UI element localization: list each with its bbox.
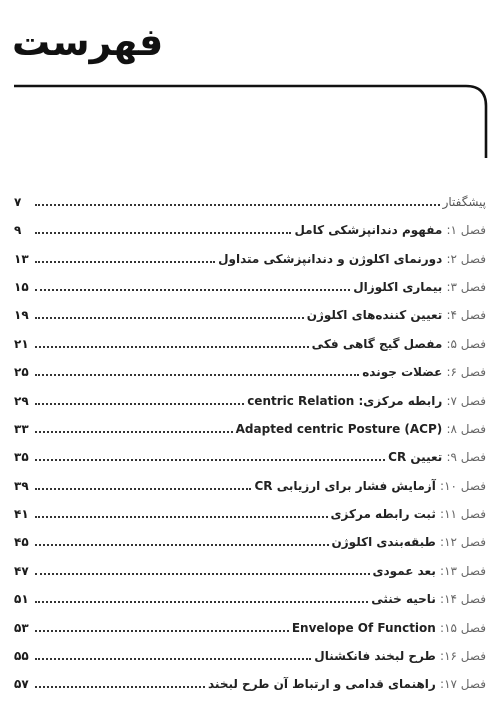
- toc-chapter-number: فصل ۴:: [446, 308, 486, 323]
- toc-entry[interactable]: [14, 619, 486, 647]
- toc-chapter-number: فصل ۱۵:: [440, 620, 486, 635]
- toc-page-number: ۳۵: [14, 450, 29, 465]
- dot-leader: [35, 590, 368, 603]
- toc-chapter-number: فصل ۱۷:: [440, 677, 486, 692]
- toc-entry-label: [247, 394, 486, 408]
- toc-entry-label: [218, 252, 486, 266]
- dot-leader: [35, 335, 309, 348]
- toc-title-text: Adapted centric Posture (ACP): [235, 421, 443, 436]
- dot-leader: [35, 420, 233, 433]
- toc-entry[interactable]: [14, 505, 486, 533]
- table-of-contents: [14, 193, 486, 704]
- toc-title-text: آزمایش فشار برای ارزیابی CR: [254, 478, 436, 493]
- toc-entry[interactable]: [14, 307, 486, 335]
- toc-entry[interactable]: [14, 590, 486, 618]
- toc-entry-label: [307, 308, 486, 322]
- toc-entry[interactable]: [14, 477, 486, 505]
- toc-entry-label: [331, 507, 486, 521]
- toc-page-number: ۹: [14, 223, 22, 238]
- toc-title-text: دورنمای اکلوژن و دندانپزشکی متداول: [218, 251, 443, 266]
- toc-chapter-number: فصل ۶:: [446, 365, 486, 380]
- toc-page-number: ۵۳: [14, 620, 29, 635]
- toc-page-number: ۵۷: [14, 677, 29, 692]
- dot-leader: [35, 221, 291, 234]
- dot-leader: [35, 250, 215, 263]
- toc-chapter-number: فصل ۱۰:: [440, 478, 486, 493]
- toc-chapter-number: فصل ۱۲:: [440, 535, 486, 550]
- toc-page-number: ۴۱: [14, 507, 29, 522]
- toc-chapter-number: فصل ۱:: [446, 223, 486, 238]
- toc-chapter-number: فصل ۸:: [446, 421, 486, 436]
- toc-title-text: بیماری اکلوزال: [353, 279, 443, 294]
- toc-title-text: طرح لبخند فانکشنال: [314, 649, 436, 664]
- toc-entry-label: [388, 450, 486, 464]
- toc-page-number: ۱۳: [14, 251, 29, 266]
- toc-entry[interactable]: [14, 278, 486, 306]
- toc-page-number: ۵۱: [14, 592, 29, 607]
- toc-entry-label: [236, 422, 486, 436]
- toc-page-number: ۱۹: [14, 308, 29, 323]
- toc-entry[interactable]: [14, 392, 486, 420]
- toc-title-text: Envelope Of Function: [291, 620, 436, 635]
- toc-entry[interactable]: [14, 250, 486, 278]
- dot-leader: [35, 619, 289, 632]
- toc-entry-label: [208, 677, 486, 691]
- toc-page-number: ۱۵: [14, 279, 29, 294]
- toc-entry-label: [294, 223, 486, 237]
- toc-entry-label: [443, 195, 486, 209]
- toc-entry-label: [314, 649, 486, 663]
- toc-page-number: ۳۹: [14, 478, 29, 493]
- toc-entry[interactable]: [14, 363, 486, 391]
- toc-title-text: طبقه‌بندی اکلوژن: [331, 535, 436, 550]
- toc-page-number: ۲۱: [14, 336, 29, 351]
- page-title: فهرست: [12, 20, 164, 64]
- toc-title-text: رابطه مرکزی: centric Relation: [247, 393, 443, 408]
- toc-title-text: عضلات جونده: [362, 365, 443, 380]
- toc-page-number: ۵۵: [14, 649, 29, 664]
- toc-chapter-number: فصل ۱۳:: [440, 563, 486, 578]
- toc-entry[interactable]: [14, 449, 486, 477]
- toc-entry[interactable]: [14, 647, 486, 675]
- toc-title-text: تعیین کننده‌های اکلوژن: [306, 308, 443, 323]
- dot-leader: [35, 534, 329, 547]
- toc-chapter-number: فصل ۱۴:: [440, 592, 486, 607]
- dot-leader: [35, 392, 244, 405]
- toc-page-number: ۳۳: [14, 421, 29, 436]
- toc-entry-label: [312, 337, 486, 351]
- toc-chapter-number: فصل ۳:: [446, 279, 486, 294]
- toc-chapter-number: فصل ۱۶:: [440, 649, 486, 664]
- dot-leader: [35, 647, 311, 660]
- dot-leader: [35, 562, 370, 575]
- dot-leader: [35, 307, 304, 320]
- toc-chapter-number: فصل ۷:: [446, 393, 486, 408]
- toc-chapter-number: فصل ۱۱:: [440, 507, 486, 522]
- toc-entry-label: [353, 280, 486, 294]
- toc-title-text: ناحیه خنثی: [371, 592, 436, 607]
- toc-entry[interactable]: [14, 335, 486, 363]
- dot-leader: [35, 505, 328, 518]
- toc-entry[interactable]: [14, 562, 486, 590]
- toc-title-text: ثبت رابطه مرکزی: [330, 507, 436, 522]
- dot-leader: [35, 363, 359, 376]
- toc-title-text: مفصل گیج گاهی فکی: [311, 336, 443, 351]
- toc-page-number: ۷: [14, 194, 22, 209]
- toc-title-text: راهنمای قدامی و ارتباط آن طرح لبخند: [207, 677, 436, 692]
- toc-title-text: پیشگفتار: [442, 194, 486, 209]
- toc-entry-label: [292, 621, 486, 635]
- dot-leader: [35, 676, 205, 689]
- toc-entry[interactable]: [14, 193, 486, 221]
- toc-entry[interactable]: [14, 221, 486, 249]
- dot-leader: [35, 477, 251, 490]
- toc-title-text: مفهوم دندانپزشکی کامل: [294, 223, 443, 238]
- toc-chapter-number: فصل ۹:: [446, 450, 486, 465]
- toc-title-text: تعیین CR: [388, 450, 443, 465]
- toc-page-number: ۴۷: [14, 563, 29, 578]
- toc-page-number: ۲۹: [14, 393, 29, 408]
- toc-entry-label: [254, 479, 486, 493]
- toc-entry-label: [332, 535, 486, 549]
- toc-page-number: ۲۵: [14, 365, 29, 380]
- dot-leader: [35, 278, 350, 291]
- toc-entry[interactable]: [14, 420, 486, 448]
- toc-chapter-number: فصل ۲:: [446, 251, 486, 266]
- toc-chapter-number: فصل ۵:: [446, 336, 486, 351]
- toc-entry-label: [371, 592, 486, 606]
- toc-entry-label: [373, 564, 486, 578]
- dot-leader: [35, 449, 385, 462]
- toc-page-number: ۴۵: [14, 535, 29, 550]
- toc-entry-label: [362, 365, 486, 379]
- toc-entry[interactable]: [14, 534, 486, 562]
- dot-leader: [35, 193, 440, 206]
- toc-title-text: بعد عمودی: [372, 563, 436, 578]
